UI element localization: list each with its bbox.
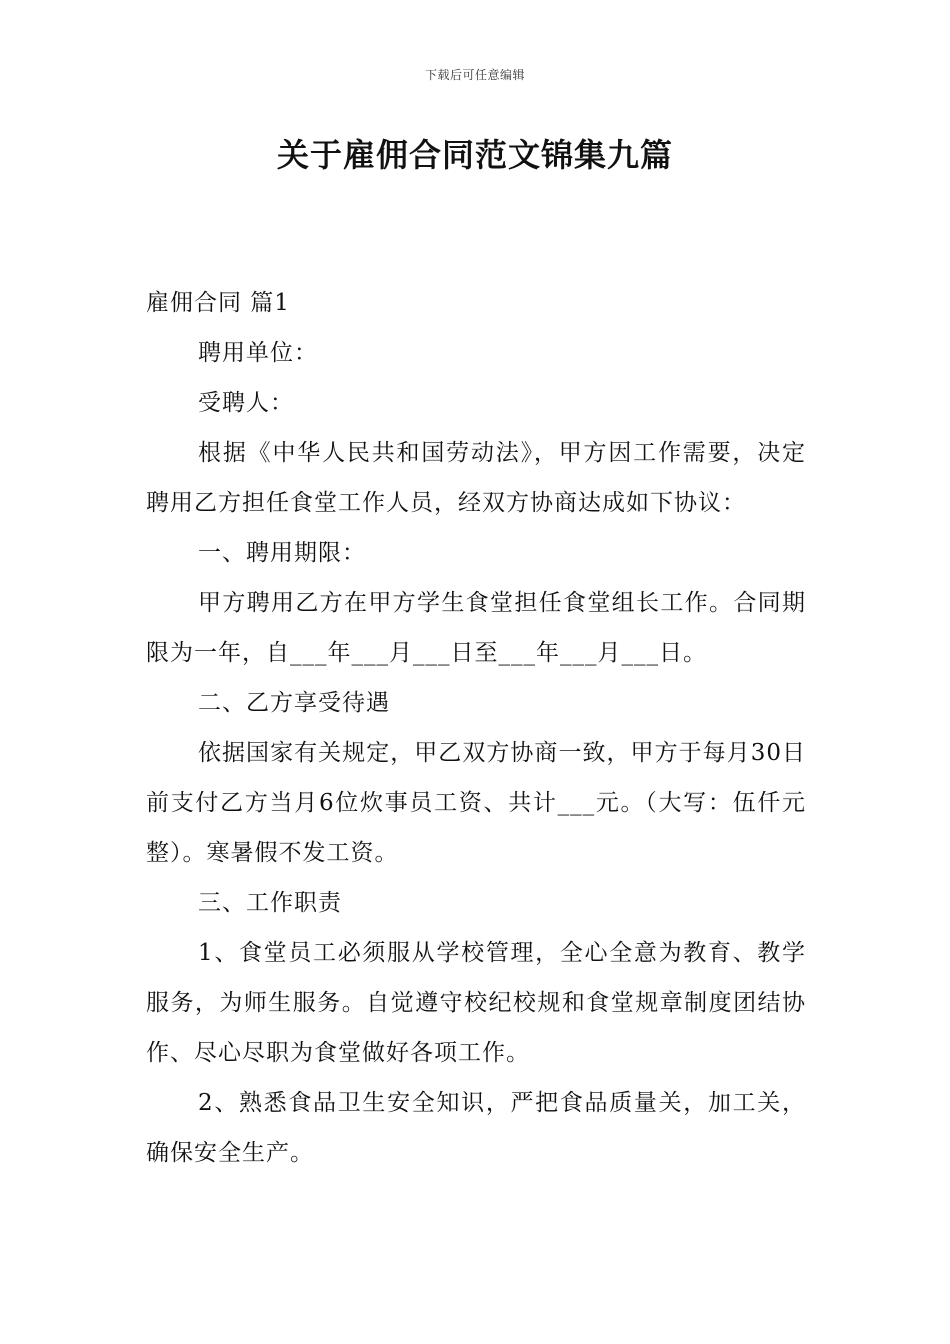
employer-line: 聘用单位： [198, 340, 318, 366]
header-note: 下载后可任意编辑 [424, 68, 525, 82]
clause-heading-term: 一、聘用期限： [198, 540, 366, 566]
duty-item-2: 2、熟悉食品卫生安全知识，严把食品质量关，加工关，确保安全生产。 [146, 1090, 806, 1166]
benefits-paragraph: 依据国家有关规定，甲乙双方协商一致，甲方于每月30日前支付乙方当月6位炊事员工资、共计___元。（大写：伍仟元整）。寒暑假不发工资。 [146, 740, 806, 866]
document-title: 关于雇佣合同范文锦集九篇 [276, 136, 673, 174]
document-body [146, 278, 806, 1178]
term-paragraph: 甲方聘用乙方在甲方学生食堂担任食堂组长工作。合同期限为一年，自___年___月___日至___年___月___日。 [146, 590, 806, 666]
employee-line: 受聘人： [198, 390, 294, 416]
clause-heading-duties: 三、工作职责 [198, 890, 342, 916]
preamble-paragraph: 根据《中华人民共和国劳动法》，甲方因工作需要，决定聘用乙方担任食堂工作人员，经双方协商达成如下协议： [146, 440, 806, 516]
section-heading: 雇佣合同 篇1 [146, 290, 290, 316]
duty-item-1: 1、食堂员工必须服从学校管理，全心全意为教育、教学服务，为师生服务。自觉遵守校纪校规和食堂规章制度团结协作、尽心尽职为食堂做好各项工作。 [146, 940, 806, 1066]
clause-heading-benefits: 二、乙方享受待遇 [198, 690, 390, 716]
